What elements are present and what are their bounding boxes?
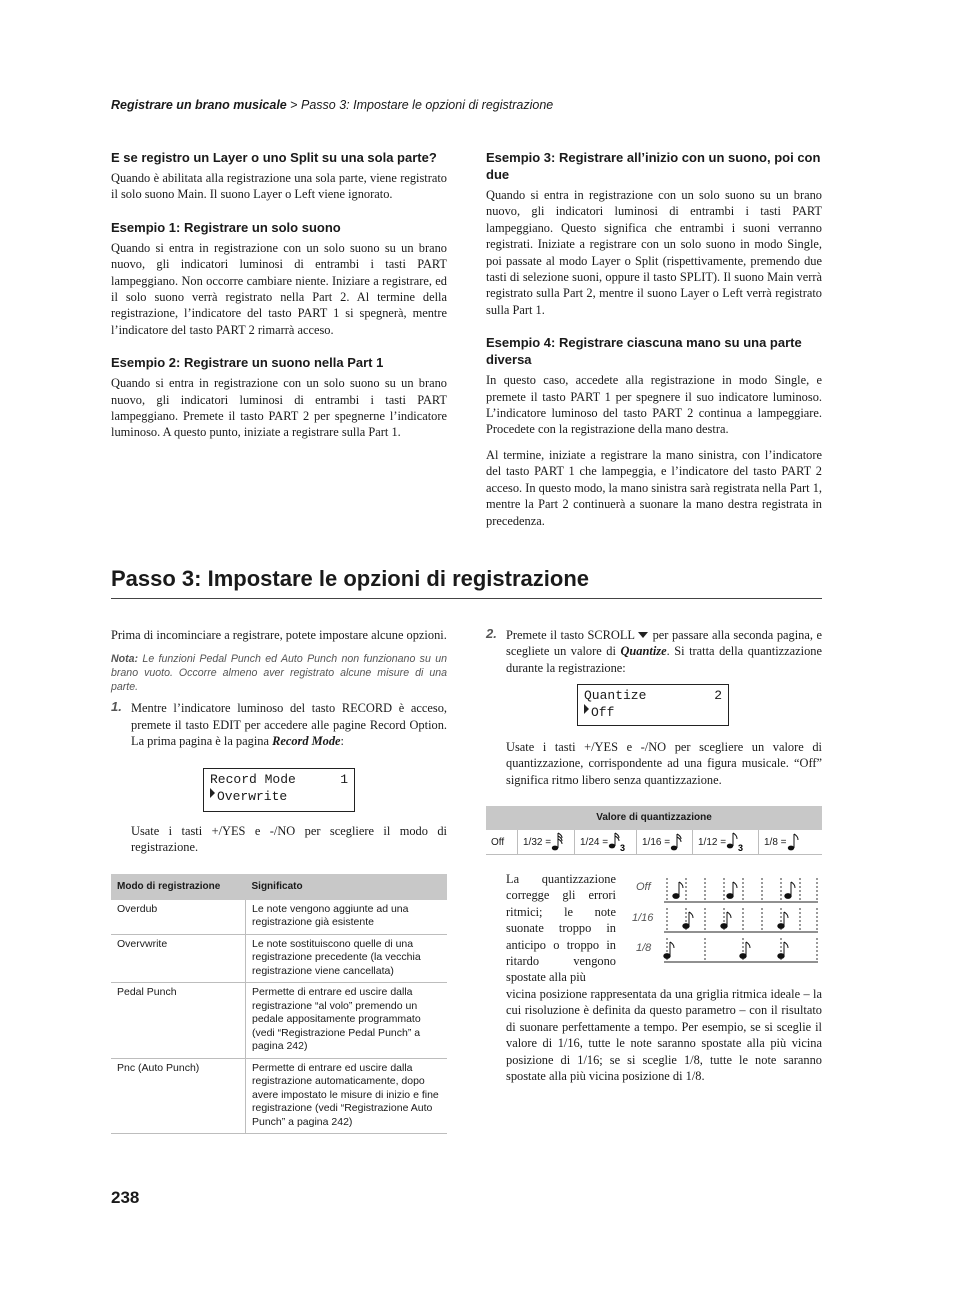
step-2-text-b: per passare alla seconda pagina, e scegliete un valore di [506,628,822,659]
lcd1-line1-right: 1 [340,772,348,787]
quantize-paragraph-rest: vicina posizione rappresentata da una griglia ritmica ideale – la cui risoluzione è definita da questo parametro – con il risultato di suonare perfettamente a tempo. Per esempio, se si sceglie il valore di 1/16, tutte le note saranno spostate alla più vicina posizione di 1/16; se si sceglie 1/8, tutte le note saranno spostate alla più vicina posizione di 1/8. [506,987,822,1084]
question-paragraph: Quando è abilitata alla registrazione una sola parte, viene registrato il solo suono Main. Il suono Layer o Left viene ignorato. [111,171,447,202]
quantize-cell-label: 1/16 = [642,836,671,848]
quantize-paragraph-wrap: La quantizzazione corregge gli errori ritmici; le note suonate troppo in anticipo o troppo in ritardo vengono spostate alla più [506,872,616,985]
quantize-table-row [486,830,822,855]
example1-heading: Esempio 1: Registrare un solo suono [111,219,341,235]
intro-paragraph: Prima di incominciare a registrare, potete impostare alcune opzioni. [111,628,447,642]
lcd-display-quantize [577,684,729,726]
table-row [111,983,447,1059]
table-cell-mode: Overvwrite [111,934,246,983]
triplet-3: 3 [620,843,626,852]
table-row [111,900,447,935]
question-heading: E se registro un Layer o uno Split su una sola parte? [111,150,437,165]
table-cell-meaning: Permette di entrare ed uscire dalla registrazione automaticamente, dopo avere impostato le misure di inizio e fine registrazione (vedi “Registrazione Auto Punch” a pagina 242) [246,1058,448,1134]
lcd1-line1-left: Record Mode [210,772,296,787]
step-1-end: : [340,734,344,749]
table-cell-meaning: Permette di entrare ed uscire dalla registrazione “al volo” premendo un pedale appositamente programmato (vedi “Registrazione Pedal Punch” a pagina 242) [246,983,448,1059]
step-1-number: 1. [111,699,122,715]
table-header-mode: Modo di registrazione [111,874,246,900]
step-1 [111,700,447,749]
table-row [111,1058,447,1134]
eighth-triplet-note-icon [726,832,746,852]
step-2-text-c: . Si tratta della quantizzazione durante la registrazione: [506,644,822,675]
after-lcd2-paragraph: Usate i tasti +/YES e -/NO per scegliere un valore di quantizzazione, corrispondente ad una figura musicale. “Off” significa ritmo libero senza quantizzazione. [506,740,822,787]
grid-label-8: 1/8 [636,942,652,954]
grid-label-off: Off [636,881,651,893]
example4-heading: Esempio 4: Registrare ciascuna mano su una parte diversa [486,335,802,368]
table-header-meaning: Significato [246,874,448,900]
quantize-cell-16 [637,830,693,854]
step-1-emphasis: Record Mode [272,734,341,749]
after-lcd1-paragraph: Usate i tasti +/YES e -/NO per scegliere il modo di registrazione. [131,824,447,855]
example2-heading: Esempio 2: Registrare un suono nella Part 1 [111,355,384,371]
table-cell-mode: Pedal Punch [111,983,246,1059]
table-header-row [111,874,447,900]
note-paragraph [111,652,447,694]
breadcrumb-page: Passo 3: Impostare le opzioni di registrazione [301,98,554,112]
triplet-3: 3 [738,843,744,852]
quantize-cell-label: 1/24 = [580,836,609,848]
breadcrumb-section: Registrare un brano musicale [111,98,287,112]
lcd2-line1-right: 2 [714,688,722,703]
right-top-column [486,149,822,538]
lcd1-line2: Overwrite [217,789,288,804]
note-text: Le funzioni Pedal Punch ed Auto Punch non funzionano su un brano vuoto. Occorre almeno aver registrato alcune misure di una parte. [111,653,447,694]
record-mode-table [111,874,447,1134]
example3-heading: Esempio 3: Registrare all’inizio con un suono, poi con due [486,150,821,182]
step-2 [486,627,822,676]
table-cell-mode: Overdub [111,900,246,935]
example2-paragraph: Quando si entra in registrazione con un solo suono su un brano nuovo, gli indicatori luminosi di entrambi i tasti PART lampeggiano. Premete il tasto PART 2 per spegnerne l’indicatore luminoso. A questo punto, iniziate a registrare sulla Part 1. [111,376,447,440]
example1-paragraph: Quando si entra in registrazione con un solo suono su un brano nuovo, gli indicatori luminosi di entrambi i tasti PART lampeggiano. Non occorre cambiare niente. Iniziare a registrare, ed il solo suono verrà registrato nella Part 2. Al termine della registrazione, l’indicatore del tasto PART 1 si spegnerà, mentre l’indicatore del tasto PART 2 rimarrà acceso. [111,240,447,337]
left-top-column [111,149,447,450]
right-bottom-column [486,627,822,685]
quantize-cell-label: 1/32 = [523,836,552,848]
grid-label-16: 1/16 [632,912,654,924]
breadcrumb-separator: > [286,98,302,112]
section-title-rule [111,598,822,599]
section-title: Passo 3: Impostare le opzioni di registrazione [111,566,590,591]
quantize-cell-off [486,830,518,854]
note-label: Nota: [111,653,139,666]
lcd-display-record-mode [203,768,355,812]
scroll-down-arrow-icon [638,631,649,639]
lcd-cursor-icon [210,788,215,798]
table-row [111,934,447,983]
quantize-cell-32 [518,830,575,854]
quantize-cell-12 [693,830,759,854]
lcd2-line2: Off [591,705,615,720]
sixteenth-triplet-note-icon [608,832,628,852]
thirty-second-note-icon [551,832,563,852]
table-cell-meaning: Le note vengono aggiunte ad una registrazione già esistente [246,900,448,935]
quantize-cell-label: 1/8 = [764,836,787,848]
step-2-number: 2. [486,626,497,641]
example3-paragraph: Quando si entra in registrazione con un solo suono su un brano nuovo, gli indicatori luminosi di entrambi i tasti PART lampeggiano. Questo significa che entrambi i suoni verranno registrati. Iniziate a registrare con un solo suono in modo Single, poi passate al modo Layer o Split (rispettivamente, premendo due tasti di selezione suoni, oppure il tasto SPLIT). Il suono Main verrà registrato sulla Part 2, mentre il suono Layer o Left verrà registrato sulla Part 1. [486,188,822,317]
eighth-note-icon [787,832,799,852]
example4-paragraph-2: Al termine, iniziate a registrare la mano sinistra, con l’indicatore del tasto PART 1 che lampeggia, e l’indicatore del tasto PART 2 acceso. In questo modo, la mano sinistra sarà registrata nella Part 1, mentre la Part 2 continuerà a suonare la mano destra registrata in precedenza. [486,447,822,528]
quantize-table-header: Valore di quantizzazione [486,806,822,830]
step-1-text: Mentre l’indicatore luminoso del tasto RECORD è acceso, premete il tasto EDIT per accedere alle pagine Record Option. La prima pagina è la pagina [131,701,447,749]
page-number: 238 [111,1188,140,1207]
sixteenth-note-icon [670,832,682,852]
quantize-grid-illustration [662,876,822,968]
quantize-cell-8 [759,830,822,854]
step-2-text-a: Premete il tasto SCROLL [506,628,639,642]
example4-paragraph-1: In questo caso, accedete alla registrazione in modo Single, e premete il tasto PART 1 per spegnere il suo indicatore luminoso. L’indicatore luminoso del tasto PART 2 continua a lampeggiare. Procedete con la registrazione della mano destra. [486,373,822,437]
quantize-cell-24 [575,830,637,854]
lcd-cursor-icon [584,704,589,714]
step-2-emphasis: Quantize [620,644,667,659]
breadcrumb [111,98,553,112]
left-bottom-column [111,627,447,759]
quantize-cell-label: 1/12 = [698,836,727,848]
table-cell-mode: Pnc (Auto Punch) [111,1058,246,1134]
table-cell-meaning: Le note sostituiscono quelle di una registrazione precedente (la vecchia registrazione viene cancellata) [246,934,448,983]
quantize-cell-label: Off [491,836,505,848]
lcd2-line1-left: Quantize [584,688,647,703]
